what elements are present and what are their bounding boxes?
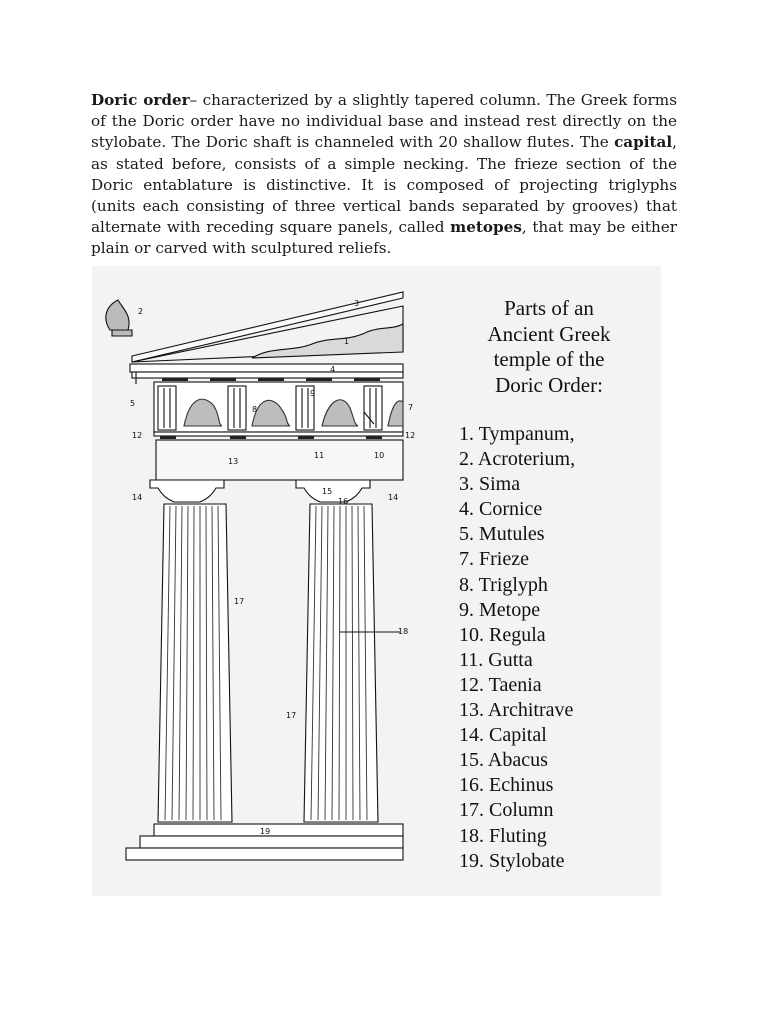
legend-item: 14. Capital	[459, 724, 547, 747]
term-doric-order: Doric order	[91, 91, 190, 109]
paragraph-text-3: , that may be either plain or carved with sculptured reliefs.	[91, 218, 677, 258]
legend-item: 8. Triglyph	[459, 573, 548, 596]
callout-13: 13	[228, 457, 239, 466]
legend-item: 13. Architrave	[459, 699, 574, 722]
acroterion-shape	[106, 300, 132, 336]
architrave	[156, 440, 403, 480]
term-metopes: metopes	[450, 218, 522, 237]
figure-legend	[459, 296, 659, 872]
legend-item: 1. Tympanum,	[459, 423, 575, 445]
legend-item: 18. Fluting	[459, 824, 547, 847]
legend-item: 7. Frieze	[459, 548, 529, 571]
figure-title-line: Parts of an	[504, 296, 594, 320]
figure-title	[459, 296, 639, 398]
callout-14-right: 14	[388, 493, 399, 502]
doric-order-figure	[92, 266, 661, 896]
legend-item: 4. Cornice	[459, 498, 543, 521]
cornice	[130, 364, 403, 372]
legend-item: 16. Echinus	[459, 774, 554, 797]
legend-item: 10. Regula	[459, 623, 546, 646]
legend-item: 17. Column	[459, 799, 554, 822]
legend-item: 5. Mutules	[459, 523, 545, 546]
taenia	[154, 432, 403, 436]
figure-title-line: Ancient Greek	[487, 321, 611, 346]
callout-17-upper: 17	[234, 597, 245, 606]
left-capital	[150, 480, 224, 502]
callout-17-lower: 17	[286, 711, 297, 720]
callout-3: 3	[354, 299, 360, 308]
callout-12-right: 12	[405, 431, 416, 440]
tympanum-relief	[252, 324, 403, 358]
callout-11: 11	[314, 451, 325, 460]
paragraph-text-1: – characterized by a slightly tapered column. The Greek forms of the Doric order have no individual base and instead rest directly on the stylobate. The Doric shaft is channeled with 20 shallow flutes. The	[91, 91, 677, 152]
right-capital	[296, 480, 370, 502]
figure-title-line: temple of the	[493, 347, 605, 371]
legend-item: 19. Stylobate	[459, 849, 565, 872]
legend-item: 12. Taenia	[459, 673, 542, 696]
callout-4: 4	[330, 365, 336, 374]
paragraph-text-2: , as stated before, consists of a simple necking. The frieze section of the Doric entablature is distinctive. It is composed of projecting triglyphs (units each consisting of three vertical bands separated by grooves) that alternate with receding square panels, called	[91, 133, 677, 237]
callout-7: 7	[408, 403, 414, 412]
callout-2: 2	[138, 307, 144, 316]
callout-9: 9	[310, 389, 316, 398]
callout-8: 8	[252, 405, 258, 414]
stylobate	[154, 824, 403, 836]
callout-19: 19	[260, 827, 271, 836]
legend-item: 2. Acroterium,	[459, 448, 576, 471]
callout-12-left: 12	[132, 431, 143, 440]
callout-1: 1	[344, 337, 350, 346]
figure-title-line: Doric Order:	[495, 372, 603, 397]
legend-list	[459, 422, 575, 874]
callout-18: 18	[398, 627, 409, 636]
legend-item: 9. Metope	[459, 598, 541, 621]
legend-item: 11. Gutta	[459, 648, 533, 671]
term-capital: capital	[614, 133, 673, 152]
callout-10: 10	[374, 451, 385, 460]
callout-14-left: 14	[132, 493, 143, 502]
legend-item: 3. Sima	[459, 473, 521, 496]
description-paragraph	[91, 90, 677, 260]
callout-16: 16	[338, 497, 349, 506]
legend-item: 15. Abacus	[459, 749, 548, 772]
callout-5: 5	[130, 399, 136, 408]
callout-15: 15	[322, 487, 333, 496]
